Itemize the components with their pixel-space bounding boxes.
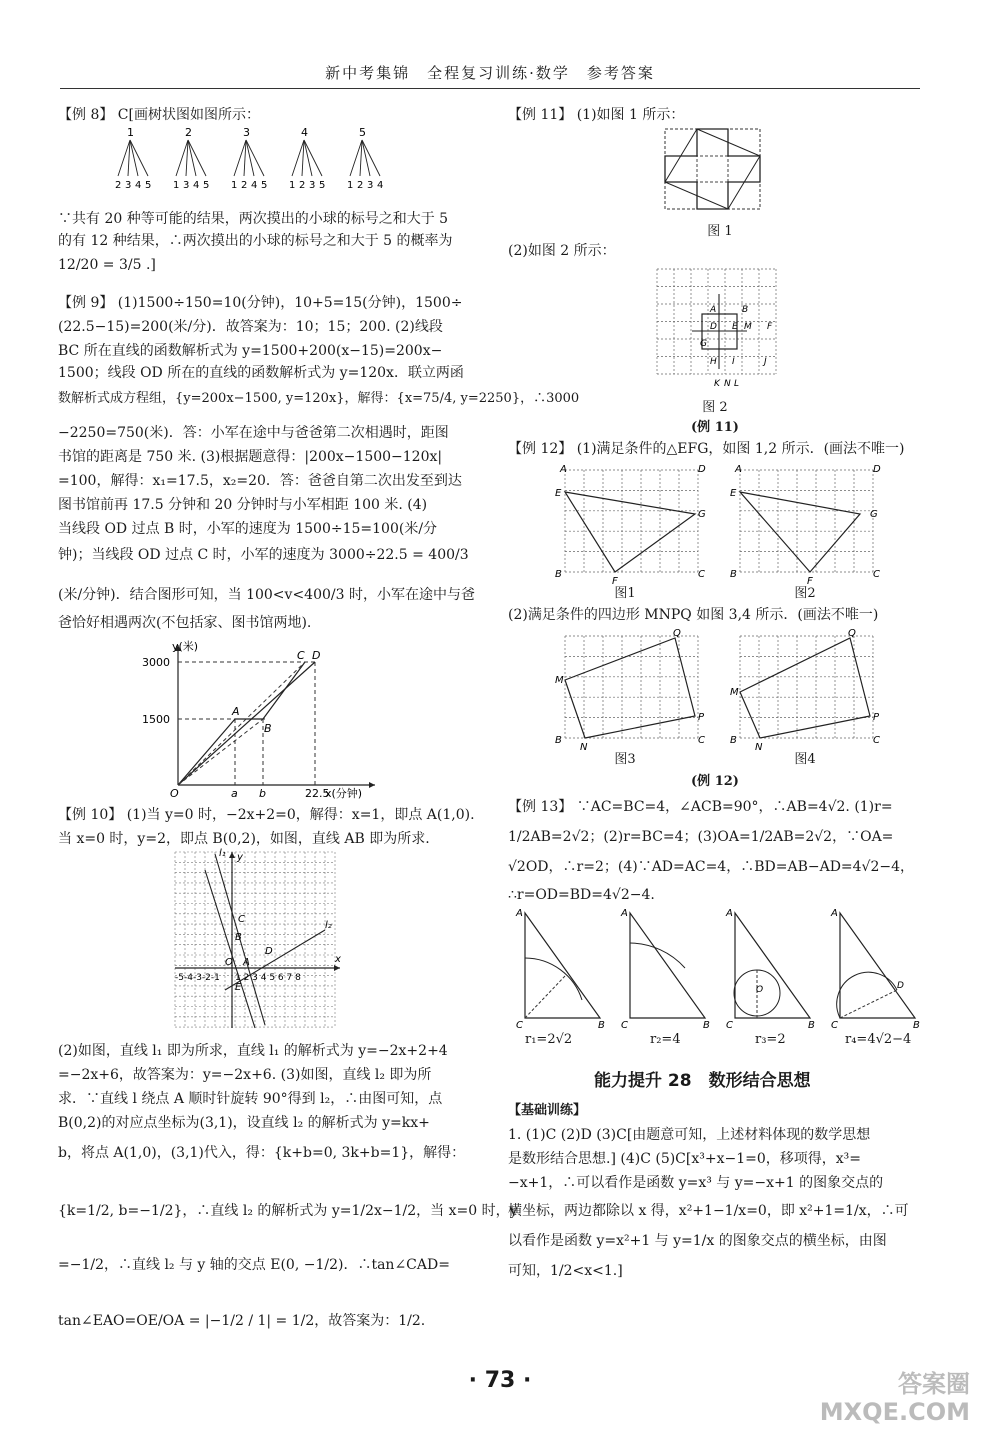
tree-leaf: 2 (357, 180, 364, 191)
tree-leaf: 5 (261, 180, 268, 191)
grid-label: G (698, 509, 706, 520)
ex9-line: 爸恰好相遇两次(不包括家、图书馆两地). (58, 615, 312, 631)
page-header: 新中考集锦 全程复习训练·数学 参考答案 (325, 64, 655, 82)
ex8-line: ∵共有 20 种等可能的结果，两次摸出的小球的标号之和大于 5 (58, 211, 449, 227)
ex10-line: 当 x=0 时，y=2，即点 B(0,2)，如图，直线 AB 即为所求. (58, 831, 430, 847)
ex11-line: (2)如图 2 所示： (508, 243, 616, 259)
ex9-line: 图书馆前再 17.5 分钟和 20 分钟时与小军相距 100 米. (4) (58, 497, 428, 513)
ex9-line: 书馆的距离是 750 米. (3)根据题意得：|200x−1500−120x| (58, 449, 443, 465)
section-title: 能力提升 28 数形结合思想 (594, 1071, 811, 1091)
point-label: E (235, 982, 242, 993)
tree-leaf: 1 (289, 180, 296, 191)
tree-leaf: 3 (125, 180, 132, 191)
grid-label: C (873, 735, 880, 746)
tree-branch (304, 140, 312, 176)
grid-label: K (714, 379, 720, 389)
grid-label: B (555, 735, 562, 746)
tree-node: 4 (301, 126, 308, 139)
grid-label: D (873, 464, 881, 475)
ex11-line: 【例 11】 (1)如图 1 所示： (508, 107, 685, 123)
grid-figure-2 (730, 462, 890, 587)
basic-line: 横坐标，两边都除以 x 得，x²+1−1/x=0，即 x²+1=1/x，∴可 (508, 1203, 909, 1219)
grid-label: F (767, 322, 773, 332)
radius-caption: r₃=2 (755, 1032, 786, 1047)
ex10-line: =−1/2，∴直线 l₂ 与 y 轴的交点 E(0, −1/2)．∴tan∠CAD= (58, 1257, 450, 1273)
ex10-line: 【例 10】 (1)当 y=0 时，−2x+2=0，解得：x=1，即点 A(1,0). (58, 807, 475, 823)
ex8-line: 【例 8】 C[画树状图如图所示： (58, 107, 260, 123)
tree-leaf: 2 (115, 180, 122, 191)
tree-leaf: 1 (173, 180, 180, 191)
ex9-line: =100，解得：x₁=17.5，x₂=20．答：爸爸自第二次出发至到达 (58, 473, 462, 489)
tree-branch (362, 140, 380, 176)
vertex-label: B (913, 1020, 920, 1031)
tree-node: 2 (185, 126, 192, 139)
ex12-line: (2)满足条件的四边形 MNPQ 如图 3,4 所示．(画法不唯一) (508, 607, 879, 623)
grid-label: B (730, 735, 737, 746)
tree-branch (304, 140, 322, 176)
point-label: C (297, 649, 305, 662)
figure-caption: (例 11) (691, 420, 739, 435)
ex8-line: 的有 12 种结果，∴两次摸出的小球的标号之和大于 5 的概率为 (58, 233, 453, 249)
tree-node: 5 (359, 126, 366, 139)
grid-label: B (555, 569, 562, 580)
ex10-line: b，将点 A(1,0)，(3,1)代入，得：{k+b=0, 3k+b=1}，解得： (58, 1145, 466, 1161)
basic-line: 是数形结合思想.] (4)C (5)C[x³+x−1=0，移项得，x³= (508, 1151, 862, 1167)
grid-label: A (560, 464, 567, 475)
grid-label: P (873, 712, 880, 723)
distance-time-graph (140, 640, 380, 800)
grid-label: M (730, 687, 739, 698)
x-axis-label: x(分钟) (325, 787, 363, 800)
tree-branch (362, 140, 370, 176)
grid-label: C (873, 569, 880, 580)
tree-leaf: 5 (145, 180, 152, 191)
ex10-line: (2)如图，直线 l₁ 即为所求，直线 l₁ 的解析式为 y=−2x+2+4 (58, 1043, 448, 1059)
grid-label: L (734, 379, 740, 389)
grid-label: D (698, 464, 706, 475)
watermark-line: MXQE.COM (819, 1398, 970, 1426)
tree-leaf: 4 (377, 180, 384, 191)
grid-label: E (555, 488, 562, 499)
point-label: O (225, 957, 233, 968)
figure-caption: 图2 (794, 586, 816, 601)
grid-label: J (764, 357, 767, 367)
tree-node: 1 (127, 126, 134, 139)
x-tick: a (231, 787, 238, 800)
grid-label: E (732, 322, 738, 332)
tree-branch (188, 140, 196, 176)
tree-leaf: 4 (251, 180, 258, 191)
watermark-line: 答案圈 (898, 1370, 970, 1398)
tree-diagram (110, 126, 410, 196)
figure-caption: 图1 (614, 586, 636, 601)
vertex-label: O (756, 985, 764, 995)
ex9-line: 数解析式成方程组，{y=200x−1500, y=120x}，解得：{x=75/4, y=2250}，∴3000 (58, 391, 580, 406)
grid-label: P (698, 712, 705, 723)
net-figure-2 (652, 264, 772, 394)
grid-label: N (724, 379, 731, 389)
point-label: D (265, 946, 273, 957)
tree-leaf: 1 (347, 180, 354, 191)
grid-label: A (735, 464, 742, 475)
grid-label: B (730, 569, 737, 580)
radius-caption: r₁=2√2 (525, 1032, 573, 1047)
vertex-label: A (516, 908, 523, 919)
tree-branch (246, 140, 264, 176)
grid-label: F (612, 576, 618, 587)
vertex-label: D (897, 981, 904, 991)
vertex-label: A (831, 908, 838, 919)
grid-label: M (555, 675, 564, 686)
x-ticks-positive: 1 2 3 4 5 6 7 8 (235, 973, 301, 983)
ex13-line: 1/2AB=2√2；(2)r=BC=4；(3)OA=1/2AB=2√2，∵OA= (508, 829, 894, 845)
figure-caption: 图 2 (702, 400, 728, 415)
figure-caption: 图4 (794, 752, 816, 767)
ex13-line: 【例 13】 ∵AC=BC=4，∠ACB=90°，∴AB=4√2. (1)r= (508, 799, 893, 815)
x-ticks-negative: -5-4-3-2-1 (175, 973, 220, 983)
ex9-line: 当线段 OD 过点 B 时，小军的速度为 1500÷15=100(米/分 (58, 521, 438, 537)
grid-label: G (870, 509, 878, 520)
ex13-line: √2OD，∴r=2；(4)∵AD=AC=4，∴BD=AB−AD=4√2−4， (508, 859, 915, 875)
triangle-figures (515, 908, 925, 1031)
grid-label: D (710, 322, 717, 332)
ex9-line: BC 所在直线的函数解析式为 y=1500+200(x−15)=200x− (58, 343, 443, 359)
figure-caption: 图 1 (707, 224, 733, 239)
tree-leaf: 1 (231, 180, 238, 191)
ex10-line: tan∠EAO=OE/OA = |−1/2 / 1| = 1/2，故答案为：1/2. (58, 1313, 426, 1329)
basic-line: 可知，1/2<x<1.] (508, 1263, 623, 1279)
tree-branch (130, 140, 148, 176)
axis-label: y (237, 852, 243, 863)
basic-line: 1. (1)C (2)D (3)C[由题意可知，上述材料体现的数学思想 (508, 1127, 871, 1143)
grid-label: C (698, 569, 705, 580)
net-figure-1 (660, 124, 765, 214)
vertex-label: C (831, 1020, 838, 1031)
grid-figure-3 (555, 628, 715, 753)
point-label: C (238, 914, 245, 925)
tree-leaf: 4 (135, 180, 142, 191)
tree-branch (246, 140, 254, 176)
basic-training-heading: 【基础训练】 (508, 1103, 587, 1118)
ex9-line: 【例 9】 (1)1500÷150=10(分钟)，10+5=15(分钟)，1500÷ (58, 295, 463, 311)
vertex-label: C (516, 1020, 523, 1031)
grid-label: C (698, 735, 705, 746)
tree-leaf: 3 (367, 180, 374, 191)
grid-label: B (742, 305, 749, 315)
line-label: l₂ (325, 920, 332, 931)
grid-label: Q (848, 628, 856, 639)
ex10-line: =−2x+6，故答案为：y=−2x+6. (3)如图，直线 l₂ 即为所 (58, 1067, 432, 1083)
grid-label: H (710, 357, 717, 367)
grid-figure-1 (555, 462, 715, 587)
origin-label: O (170, 787, 179, 800)
ex12-line: 【例 12】 (1)满足条件的△EFG，如图 1,2 所示．(画法不唯一) (508, 441, 905, 457)
ex9-line: 1500；线段 OD 所在的直线的函数解析式为 y=120x．联立两函 (58, 365, 464, 381)
grid-figure-4 (730, 628, 890, 753)
vertex-label: A (621, 908, 628, 919)
figure-caption: 图3 (614, 752, 636, 767)
ex9-line: 钟)；当线段 OD 过点 C 时，小军的速度为 3000÷22.5 = 400/3 (58, 547, 469, 563)
tree-leaf: 5 (203, 180, 210, 191)
vertex-label: C (726, 1020, 733, 1031)
x-tick: 22.5 (305, 787, 330, 800)
ex8-line: 12/20 = 3/5 .] (58, 257, 156, 273)
ex10-line: B(0,2)的对应点坐标为(3,1)，设直线 l₂ 的解析式为 y=kx+ (58, 1115, 430, 1131)
tree-leaf: 3 (183, 180, 190, 191)
ex9-line: (22.5−15)=200(米/分)．故答案为：10；15；200. (2)线段 (58, 319, 443, 335)
grid-label: I (732, 357, 735, 367)
x-tick: b (259, 787, 266, 800)
radius-caption: r₄=4√2−4 (845, 1032, 912, 1047)
y-tick: 1500 (142, 713, 170, 726)
ex10-line: {k=1/2, b=−1/2}，∴直线 l₂ 的解析式为 y=1/2x−1/2，当 x=0 时，y (58, 1203, 518, 1219)
tree-branch (188, 140, 206, 176)
tree-leaf: 4 (193, 180, 200, 191)
line-label: l₁ (219, 848, 226, 859)
y-axis-label: y(米) (172, 640, 199, 653)
tree-leaf: 3 (309, 180, 316, 191)
vertex-label: B (808, 1020, 815, 1031)
y-tick: 3000 (142, 656, 170, 669)
ex10-line: 求．∵直线 l 绕点 A 顺时针旋转 90°得到 l₂，∴由图可知，点 (58, 1091, 443, 1107)
tree-branch (130, 140, 138, 176)
header-rule (60, 88, 920, 89)
point-label: B (235, 932, 242, 943)
tree-leaf: 5 (319, 180, 326, 191)
coordinate-grid-ex10 (175, 850, 345, 1030)
basic-line: 以看作是函数 y=x²+1 与 y=1/x 的图象交点的横坐标，由图 (508, 1233, 887, 1249)
basic-line: −x+1，∴可以看作是函数 y=x³ 与 y=−x+1 的图象交点的 (508, 1175, 884, 1191)
grid-label: Q (673, 628, 681, 639)
grid-label: G (700, 339, 707, 349)
grid-label: N (580, 742, 588, 753)
ex9-line: −2250=750(米)．答：小军在途中与爸爸第二次相遇时，距图 (58, 425, 449, 441)
radius-caption: r₂=4 (650, 1032, 681, 1047)
vertex-label: B (703, 1020, 710, 1031)
point-label: B (264, 722, 272, 735)
grid-label: M (744, 322, 752, 332)
vertex-label: C (621, 1020, 628, 1031)
tree-leaf: 2 (299, 180, 306, 191)
ex9-line: (米/分钟)．结合图形可知，当 100<v<400/3 时，小军在途中与爸 (58, 587, 475, 603)
tree-node: 3 (243, 126, 250, 139)
ex13-line: ∴r=OD=BD=4√2−4. (508, 887, 655, 903)
watermark (820, 1370, 970, 1426)
point-label: A (243, 957, 250, 968)
point-label: D (312, 649, 321, 662)
axis-label: x (335, 954, 341, 965)
grid-label: F (807, 576, 813, 587)
grid-label: E (730, 488, 737, 499)
grid-label: N (755, 742, 763, 753)
tree-leaf: 2 (241, 180, 248, 191)
point-label: A (232, 705, 240, 718)
vertex-label: A (726, 908, 733, 919)
grid-label: A (710, 305, 717, 315)
vertex-label: B (598, 1020, 605, 1031)
figure-caption: (例 12) (691, 774, 739, 789)
page-number: · 73 · (468, 1368, 532, 1393)
